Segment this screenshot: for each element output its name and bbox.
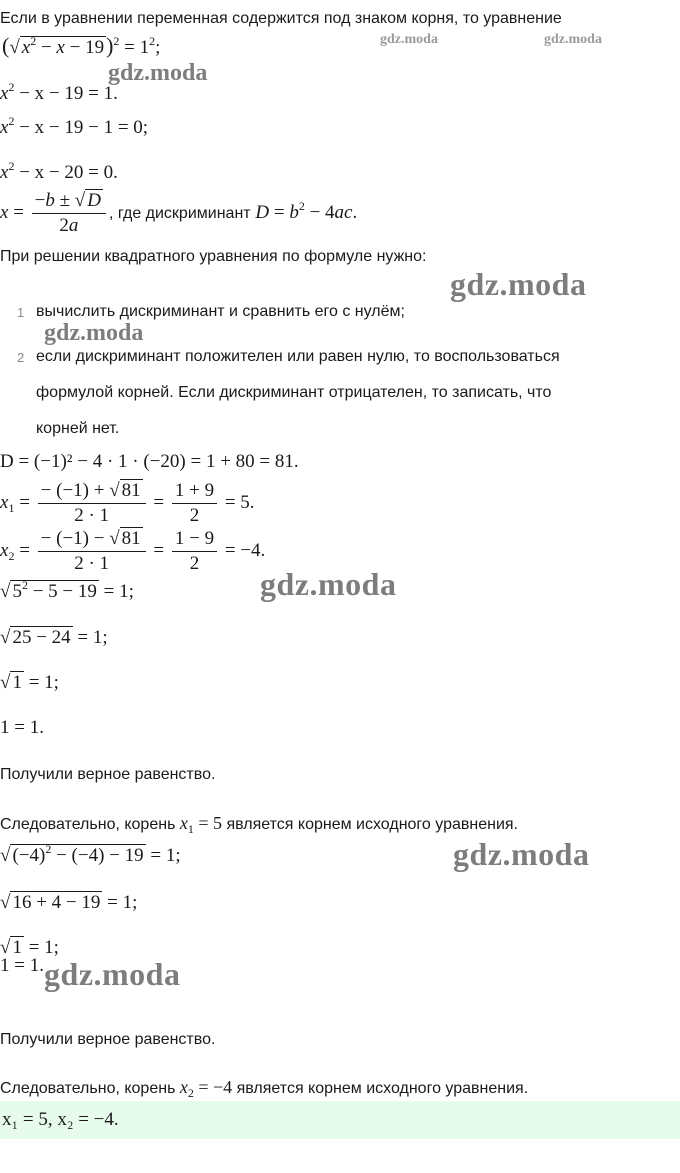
discriminant-calc: D = (−1)² − 4 · 1 · (−20) = 1 + 80 = 81. (0, 451, 299, 472)
check1-step-4: 1 = 1. (0, 717, 44, 738)
list-item-line: формулой корней. Если дискриминант отрицателен, то записать, что (36, 384, 552, 401)
check1-step-1: √ $5^2 - 5 - 19 = 1$; (0, 578, 134, 602)
watermark: gdz.moda (544, 32, 602, 47)
equation-squared: (√ $x^2 - x - 19)^2 = 1^2$; (2, 33, 161, 58)
check2-step-3: √ 1 = 1; (0, 937, 59, 958)
method-heading: При решении квадратного уравнения по формуле нужно: (0, 248, 427, 265)
watermark: gdz.moda (450, 266, 587, 302)
final-answer: x₁ = 5, x₂ = −4. (2, 1109, 119, 1130)
check2-conclusion: Следовательно, корень $x_2 = -4$ является корнем исходного уравнения. (0, 1077, 529, 1100)
root-x2: $x_2$ = $\frac{- (-1) - √ 81}{2 \cdot 1}$ = $\frac{1 - 9}{2}$ = −4. (0, 528, 266, 574)
check2-step-1: √ $(-4)^2 - (-4) - 19 = 1$; (0, 842, 181, 866)
list-item-number: 2 (17, 350, 25, 365)
root-x1: $x_1$ = $\frac{- (-1) + √ 81}{2 \cdot 1}$ = $\frac{1 + 9}{2}$ = 5. (0, 480, 255, 526)
check1-step-2: √ 25 − 24 = 1; (0, 627, 108, 648)
watermark: gdz.moda (44, 956, 181, 992)
check2-step-4: 1 = 1. (0, 955, 44, 976)
list-item-number: 1 (17, 305, 25, 320)
equation-step-1: $x^2 - x - 19 = 1$. (0, 80, 118, 104)
quadratic-formula: x = $\frac{-b \pm √ D}{2a}$ , где дискриминант $D = b^2 - 4ac$. (0, 190, 358, 236)
watermark: gdz.moda (260, 566, 397, 602)
watermark: gdz.moda (108, 60, 208, 86)
list-item-line: если дискриминант положителен или равен нулю, то воспользоваться (36, 348, 560, 365)
check2-verdict: Получили верное равенство. (0, 1031, 216, 1048)
check1-verdict: Получили верное равенство. (0, 766, 216, 783)
watermark: gdz.moda (44, 320, 144, 346)
list-item: вычислить дискриминант и сравнить его с нулём; (36, 303, 405, 320)
watermark: gdz.moda (453, 836, 590, 872)
equation-step-2: $x^2 - x - 19 - 1 = 0$; (0, 114, 149, 138)
check1-conclusion: Следовательно, корень $x_1 = 5$ является корнем исходного уравнения. (0, 813, 518, 836)
watermark: gdz.moda (380, 32, 438, 47)
list-item-line: корней нет. (36, 420, 120, 437)
intro-text: Если в уравнении переменная содержится под знаком корня, то уравнение (0, 10, 562, 27)
check1-step-3: √ 1 = 1; (0, 672, 59, 693)
equation-step-3: $x^2 - x - 20 = 0$. (0, 159, 118, 183)
check2-step-2: √ 16 + 4 − 19 = 1; (0, 892, 138, 913)
